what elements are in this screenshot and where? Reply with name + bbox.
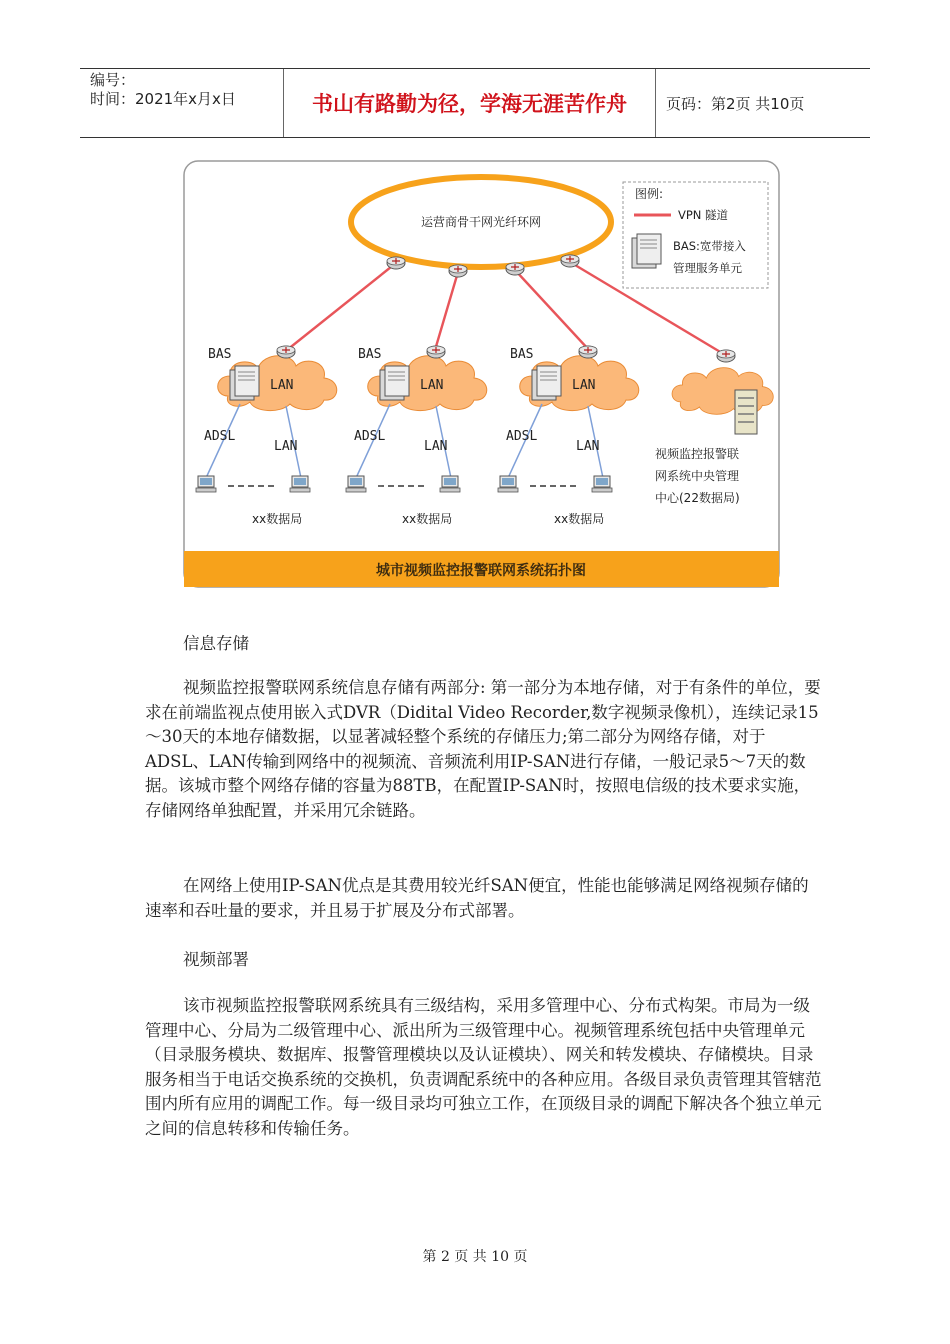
svg-text:ADSL: ADSL [204, 429, 236, 444]
svg-text:LAN: LAN [270, 378, 294, 393]
ring-node-3 [506, 263, 524, 275]
ring-node-4 [561, 255, 579, 267]
svg-text:xx数据局: xx数据局 [252, 512, 303, 526]
svg-text:LAN: LAN [420, 378, 444, 393]
heading-video-deploy: 视频部署 [183, 950, 249, 969]
topology-diagram [183, 160, 780, 590]
legend-vpn-label: VPN 隧道 [678, 208, 729, 222]
time-label: 时间：2021年x月x日 [90, 90, 236, 108]
svg-text:中心(22数据局): 中心(22数据局) [655, 491, 740, 505]
header-page-info: 页码：第2页 共10页 [666, 94, 805, 113]
svg-text:BAS: BAS [208, 347, 232, 362]
ring-node-1 [387, 257, 405, 269]
header-meta [80, 69, 284, 137]
header-motto: 书山有路勤为径，学海无涯苦作舟 [284, 69, 656, 137]
svg-text:LAN: LAN [274, 439, 298, 454]
legend-bas-line2: 管理服务单元 [673, 261, 742, 275]
svg-text:BAS: BAS [358, 347, 382, 362]
svg-text:LAN: LAN [572, 378, 596, 393]
svg-text:ADSL: ADSL [506, 429, 538, 444]
svg-text:LAN: LAN [576, 439, 600, 454]
legend-bas-line1: BAS:宽带接入 [673, 239, 746, 253]
svg-text:BAS: BAS [510, 347, 534, 362]
page-header [80, 68, 870, 138]
heading-info-storage: 信息存储 [183, 634, 249, 653]
legend-server-icon [632, 234, 661, 268]
paragraph-storage: 视频监控报警联网系统信息存储有两部分: 第一部分为本地存储，对于有条件的单位，要求在前端监视点使用嵌入式DVR（Didital Video Recorder,数字视频录像机），连续记录15～30天的本地存储数据，以显著减轻整个系统的存储压力;第二部分为网络存储，对于ADSL、LAN传输到网络中的视频流、音频流利用IP-SAN进行存储，一般记录5～7天的数据。该城市整个网络存储的容量为88TB，在配置IP-SAN时，按照电信级的技术要求实施，存储网络单独配置，并采用冗余链路。 [145, 678, 821, 820]
paragraph-ipsan: 在网络上使用IP-SAN优点是其费用较光纤SAN便宜，性能也能够满足网络视频存储的速率和吞吐量的要求，并且易于扩展及分布式部署。 [145, 876, 809, 920]
svg-text:xx数据局: xx数据局 [402, 512, 453, 526]
svg-text:视频监控报警联: 视频监控报警联 [655, 447, 740, 461]
svg-text:ADSL: ADSL [354, 429, 386, 444]
legend-title: 图例: [635, 187, 664, 201]
svg-text:xx数据局: xx数据局 [554, 512, 605, 526]
ring-node-2 [449, 265, 467, 277]
page-footer: 第 2 页 共 10 页 [422, 1249, 528, 1265]
ring-label: 运营商骨干网光纤环网 [420, 215, 542, 229]
code-label: 编号： [90, 71, 136, 89]
svg-text:网系统中央管理: 网系统中央管理 [655, 469, 740, 483]
svg-text:LAN: LAN [424, 439, 448, 454]
diagram-caption: 城市视频监控报警联网系统拓扑图 [376, 563, 586, 579]
paragraph-deploy: 该市视频监控报警联网系统具有三级结构，采用多管理中心、分布式构架。市局为一级管理中心、分局为二级管理中心、派出所为三级管理中心。视频管理系统包括中央管理单元（目录服务模块、数据库、报警管理模块以及认证模块）、网关和转发模块、存储模块。目录服务相当于电话交换系统的交换机，负责调配系统中的各种应用。各级目录负责管理其管辖范围内所有应用的调配工作。每一级目录均可独立工作，在顶级目录的调配下解决各个独立单元之间的信息转移和传输任务。 [145, 996, 822, 1138]
